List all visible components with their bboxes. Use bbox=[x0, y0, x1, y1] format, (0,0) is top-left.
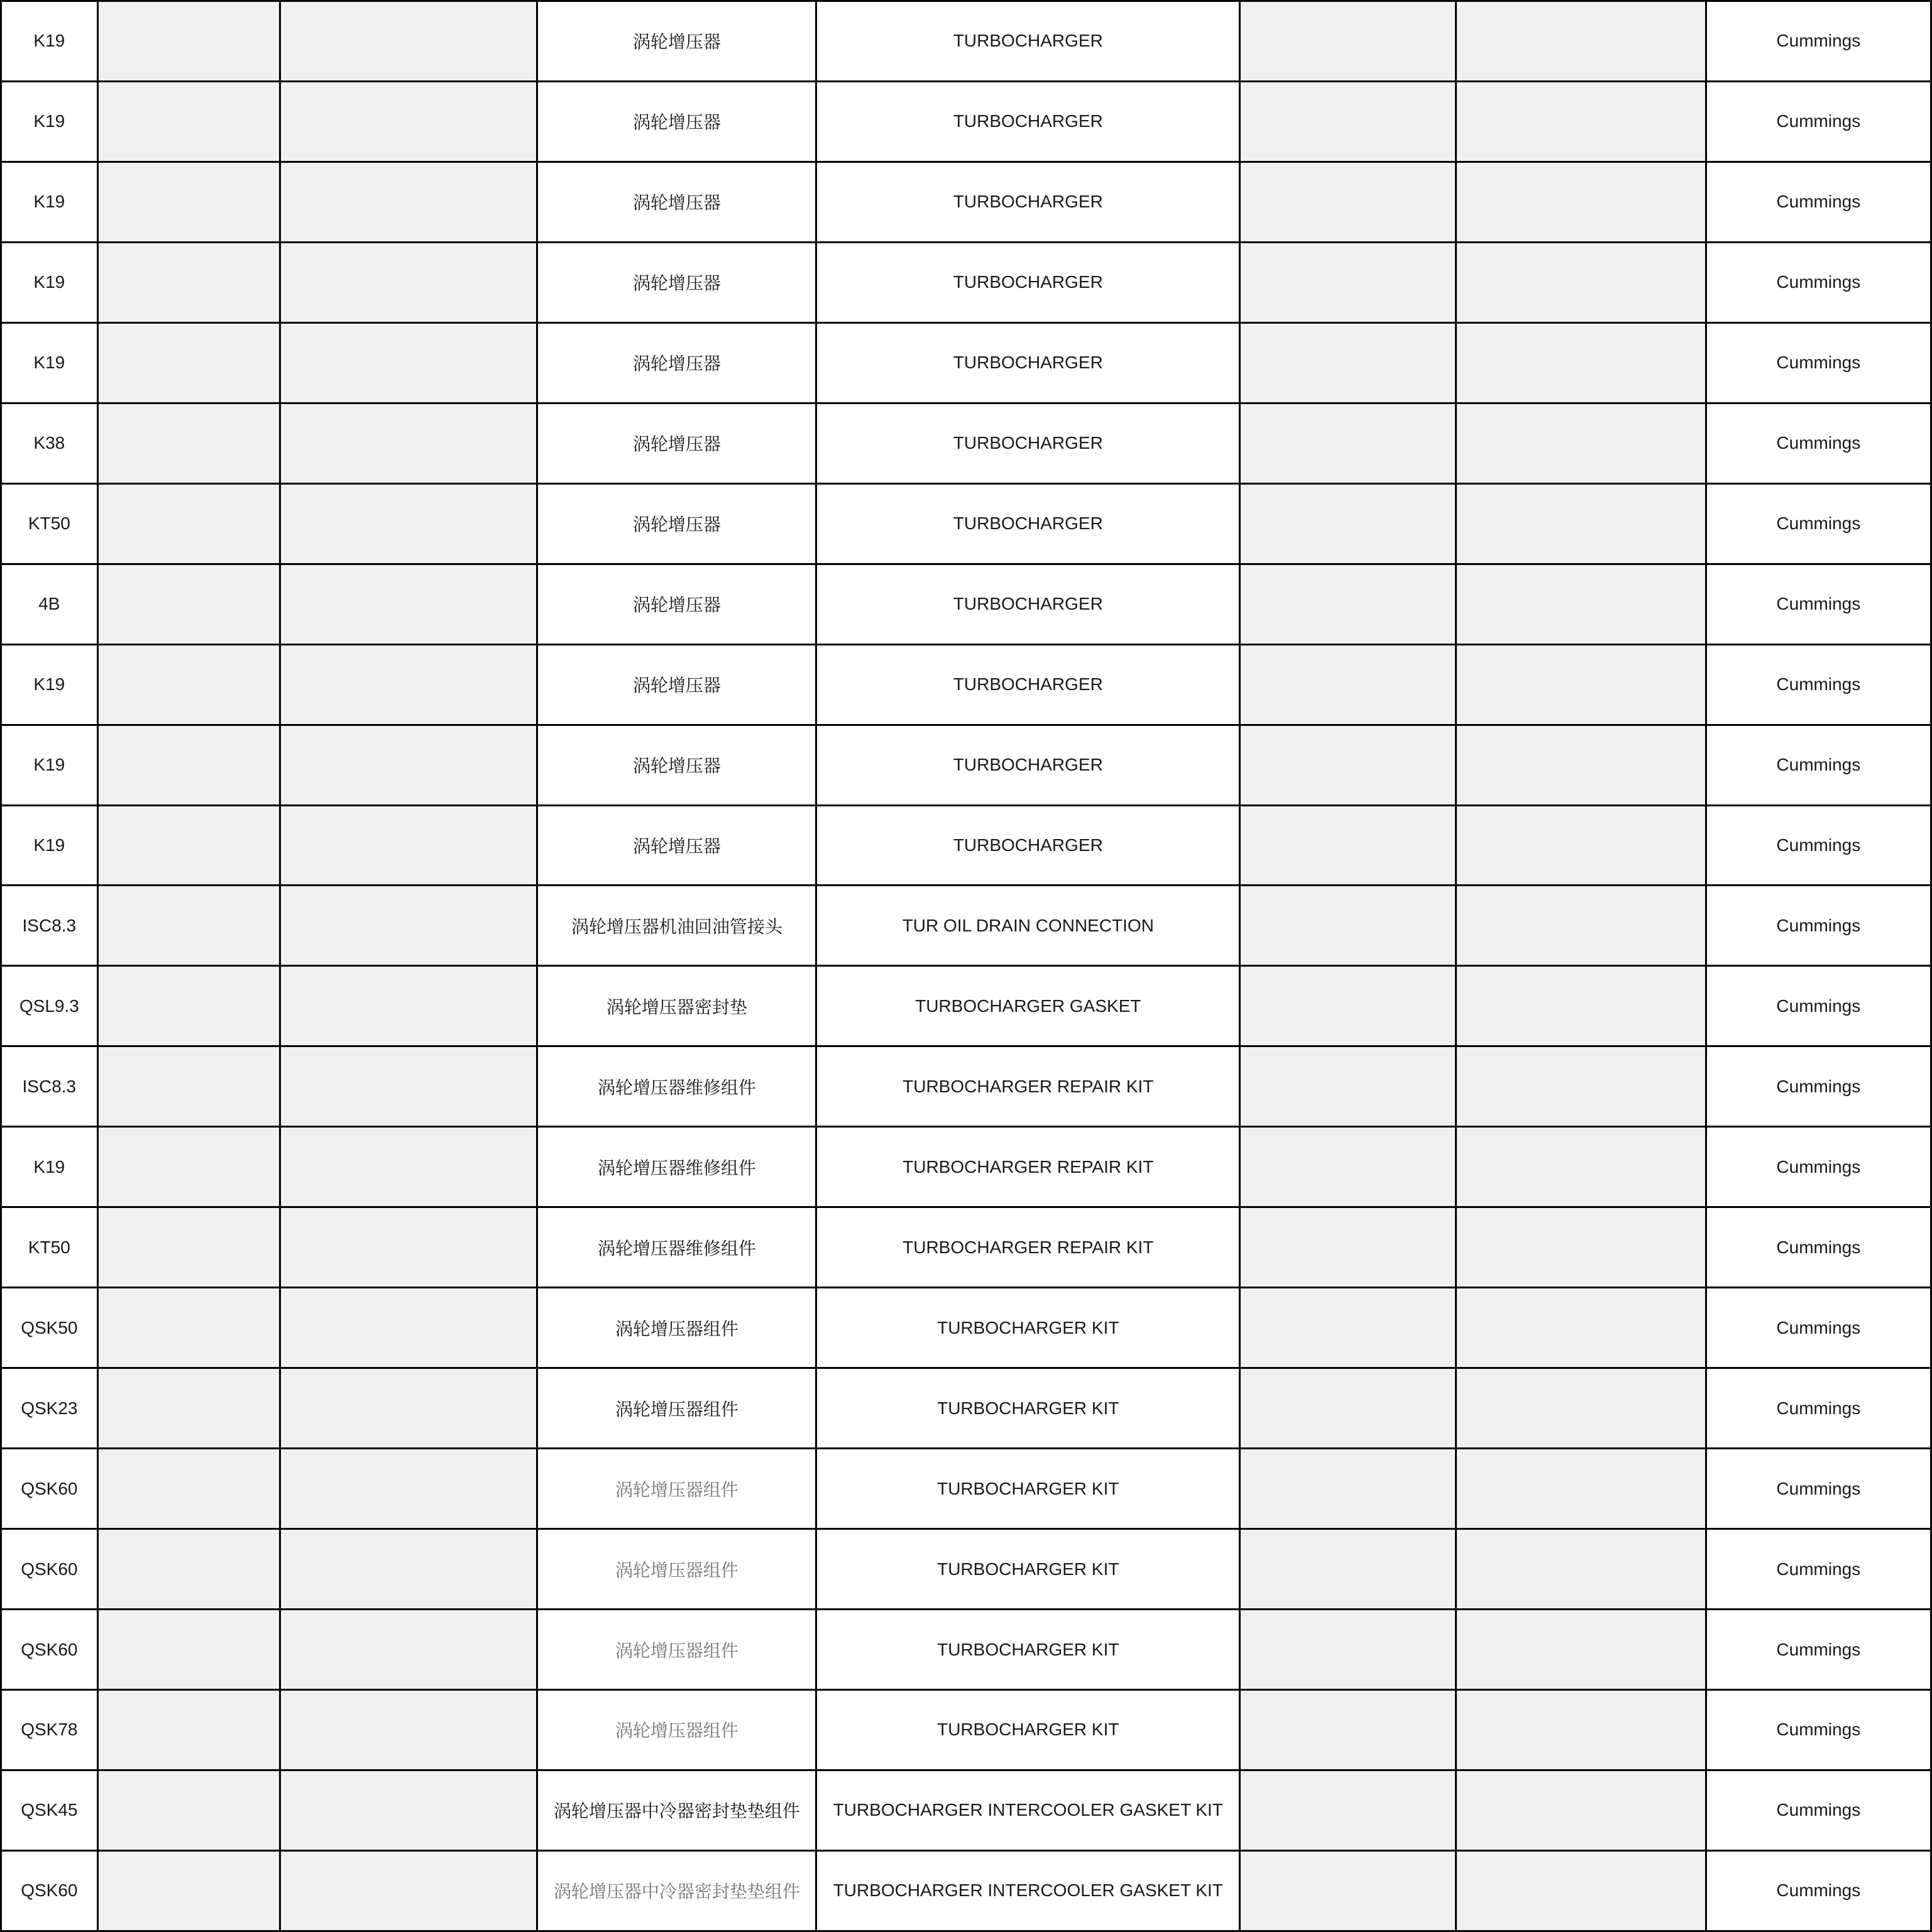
cell-blank bbox=[1457, 163, 1706, 241]
cell-blank bbox=[1241, 565, 1457, 644]
cell-blank bbox=[281, 1369, 538, 1447]
cell-blank bbox=[1241, 243, 1457, 322]
table-row bbox=[2, 1449, 1930, 1530]
cell-blank bbox=[99, 485, 281, 563]
table-row bbox=[2, 1208, 1930, 1288]
cell-part-name-en: TURBOCHARGER INTERCOOLER GASKET KIT bbox=[817, 1771, 1241, 1850]
cell-engine-model: K19 bbox=[2, 82, 99, 161]
cell-engine-model: ISC8.3 bbox=[2, 886, 99, 965]
table-row bbox=[2, 1771, 1930, 1852]
cell-part-name-en: TURBOCHARGER KIT bbox=[817, 1691, 1241, 1769]
table-row bbox=[2, 967, 1930, 1047]
cell-part-name-en: TURBOCHARGER REPAIR KIT bbox=[817, 1047, 1241, 1126]
cell-brand: Cummings bbox=[1707, 645, 1930, 724]
cell-blank bbox=[99, 404, 281, 483]
cell-blank bbox=[1457, 565, 1706, 644]
cell-engine-model: QSK60 bbox=[2, 1852, 99, 1930]
cell-blank bbox=[1241, 1610, 1457, 1689]
cell-blank bbox=[1241, 82, 1457, 161]
cell-blank bbox=[1457, 1128, 1706, 1206]
cell-part-name-cn: 涡轮增压器组件 bbox=[538, 1691, 817, 1769]
cell-blank bbox=[99, 1449, 281, 1528]
cell-part-name-en: TURBOCHARGER bbox=[817, 485, 1241, 563]
table-row bbox=[2, 806, 1930, 887]
table-row bbox=[2, 1610, 1930, 1691]
cell-blank bbox=[99, 645, 281, 724]
cell-engine-model: QSL9.3 bbox=[2, 967, 99, 1045]
cell-blank bbox=[1241, 163, 1457, 241]
cell-engine-model: KT50 bbox=[2, 1208, 99, 1287]
cell-blank bbox=[281, 324, 538, 402]
cell-blank bbox=[99, 1771, 281, 1850]
cell-engine-model: K19 bbox=[2, 726, 99, 804]
cell-part-name-cn: 涡轮增压器中冷器密封垫垫组件 bbox=[538, 1852, 817, 1930]
cell-part-name-cn: 涡轮增压器组件 bbox=[538, 1610, 817, 1689]
cell-blank bbox=[99, 1852, 281, 1930]
cell-blank bbox=[281, 2, 538, 80]
cell-part-name-cn: 涡轮增压器 bbox=[538, 726, 817, 804]
cell-part-name-cn: 涡轮增压器 bbox=[538, 485, 817, 563]
cell-blank bbox=[1241, 1288, 1457, 1367]
cell-blank bbox=[281, 886, 538, 965]
cell-part-name-cn: 涡轮增压器 bbox=[538, 565, 817, 644]
cell-blank bbox=[281, 1852, 538, 1930]
table-row bbox=[2, 1691, 1930, 1771]
cell-blank bbox=[281, 1610, 538, 1689]
cell-part-name-en: TURBOCHARGER INTERCOOLER GASKET KIT bbox=[817, 1852, 1241, 1930]
cell-engine-model: QSK23 bbox=[2, 1369, 99, 1447]
cell-blank bbox=[99, 1047, 281, 1126]
cell-part-name-cn: 涡轮增压器 bbox=[538, 806, 817, 885]
cell-part-name-en: TURBOCHARGER GASKET bbox=[817, 967, 1241, 1045]
cell-part-name-cn: 涡轮增压器维修组件 bbox=[538, 1208, 817, 1287]
cell-blank bbox=[1457, 645, 1706, 724]
cell-engine-model: K19 bbox=[2, 2, 99, 80]
cell-blank bbox=[1457, 1208, 1706, 1287]
cell-blank bbox=[281, 404, 538, 483]
cell-blank bbox=[99, 82, 281, 161]
cell-blank bbox=[1241, 1369, 1457, 1447]
cell-engine-model: K19 bbox=[2, 645, 99, 724]
cell-blank bbox=[281, 726, 538, 804]
cell-part-name-cn: 涡轮增压器组件 bbox=[538, 1369, 817, 1447]
cell-brand: Cummings bbox=[1707, 1369, 1930, 1447]
cell-blank bbox=[99, 726, 281, 804]
cell-part-name-en: TURBOCHARGER bbox=[817, 2, 1241, 80]
cell-blank bbox=[1457, 1771, 1706, 1850]
table-row bbox=[2, 645, 1930, 726]
cell-brand: Cummings bbox=[1707, 1530, 1930, 1608]
cell-part-name-en: TUR OIL DRAIN CONNECTION bbox=[817, 886, 1241, 965]
cell-engine-model: K19 bbox=[2, 806, 99, 885]
cell-brand: Cummings bbox=[1707, 1288, 1930, 1367]
cell-brand: Cummings bbox=[1707, 1047, 1930, 1126]
cell-part-name-cn: 涡轮增压器机油回油管接头 bbox=[538, 886, 817, 965]
cell-part-name-en: TURBOCHARGER bbox=[817, 645, 1241, 724]
cell-blank bbox=[281, 485, 538, 563]
cell-blank bbox=[1457, 324, 1706, 402]
cell-blank bbox=[1457, 404, 1706, 483]
cell-blank bbox=[1457, 1610, 1706, 1689]
cell-part-name-cn: 涡轮增压器 bbox=[538, 163, 817, 241]
cell-brand: Cummings bbox=[1707, 324, 1930, 402]
cell-part-name-en: TURBOCHARGER bbox=[817, 565, 1241, 644]
cell-blank bbox=[1241, 1128, 1457, 1206]
table-row bbox=[2, 565, 1930, 645]
cell-brand: Cummings bbox=[1707, 565, 1930, 644]
cell-brand: Cummings bbox=[1707, 886, 1930, 965]
cell-engine-model: QSK60 bbox=[2, 1530, 99, 1608]
cell-blank bbox=[1457, 886, 1706, 965]
cell-brand: Cummings bbox=[1707, 726, 1930, 804]
cell-part-name-cn: 涡轮增压器 bbox=[538, 324, 817, 402]
cell-blank bbox=[1457, 1288, 1706, 1367]
cell-blank bbox=[281, 82, 538, 161]
cell-blank bbox=[281, 1691, 538, 1769]
cell-blank bbox=[281, 243, 538, 322]
cell-engine-model: KT50 bbox=[2, 485, 99, 563]
cell-blank bbox=[99, 1530, 281, 1608]
cell-part-name-cn: 涡轮增压器中冷器密封垫垫组件 bbox=[538, 1771, 817, 1850]
table-row bbox=[2, 1047, 1930, 1128]
cell-blank bbox=[281, 645, 538, 724]
cell-blank bbox=[1457, 1369, 1706, 1447]
cell-engine-model: K38 bbox=[2, 404, 99, 483]
cell-engine-model: QSK60 bbox=[2, 1449, 99, 1528]
cell-part-name-cn: 涡轮增压器组件 bbox=[538, 1449, 817, 1528]
cell-engine-model: QSK50 bbox=[2, 1288, 99, 1367]
cell-brand: Cummings bbox=[1707, 1691, 1930, 1769]
cell-blank bbox=[1241, 1530, 1457, 1608]
cell-engine-model: K19 bbox=[2, 243, 99, 322]
cell-blank bbox=[99, 1288, 281, 1367]
cell-part-name-cn: 涡轮增压器组件 bbox=[538, 1530, 817, 1608]
cell-brand: Cummings bbox=[1707, 485, 1930, 563]
cell-blank bbox=[1457, 726, 1706, 804]
cell-blank bbox=[1241, 886, 1457, 965]
cell-part-name-en: TURBOCHARGER bbox=[817, 404, 1241, 483]
cell-blank bbox=[99, 1208, 281, 1287]
cell-engine-model: QSK45 bbox=[2, 1771, 99, 1850]
cell-brand: Cummings bbox=[1707, 82, 1930, 161]
cell-blank bbox=[281, 565, 538, 644]
table-row bbox=[2, 1369, 1930, 1449]
cell-part-name-cn: 涡轮增压器维修组件 bbox=[538, 1128, 817, 1206]
cell-part-name-cn: 涡轮增压器密封垫 bbox=[538, 967, 817, 1045]
cell-part-name-en: TURBOCHARGER bbox=[817, 163, 1241, 241]
cell-blank bbox=[281, 1771, 538, 1850]
cell-blank bbox=[99, 324, 281, 402]
cell-blank bbox=[1457, 806, 1706, 885]
cell-blank bbox=[1241, 967, 1457, 1045]
cell-blank bbox=[1241, 2, 1457, 80]
cell-blank bbox=[281, 1208, 538, 1287]
cell-part-name-en: TURBOCHARGER KIT bbox=[817, 1530, 1241, 1608]
cell-blank bbox=[1241, 1047, 1457, 1126]
cell-part-name-en: TURBOCHARGER bbox=[817, 243, 1241, 322]
cell-blank bbox=[99, 1369, 281, 1447]
cell-part-name-en: TURBOCHARGER REPAIR KIT bbox=[817, 1208, 1241, 1287]
cell-blank bbox=[281, 1288, 538, 1367]
cell-blank bbox=[1241, 324, 1457, 402]
cell-part-name-en: TURBOCHARGER KIT bbox=[817, 1449, 1241, 1528]
cell-blank bbox=[99, 806, 281, 885]
cell-part-name-en: TURBOCHARGER bbox=[817, 324, 1241, 402]
cell-blank bbox=[281, 163, 538, 241]
cell-brand: Cummings bbox=[1707, 1771, 1930, 1850]
cell-engine-model: K19 bbox=[2, 163, 99, 241]
cell-brand: Cummings bbox=[1707, 1208, 1930, 1287]
cell-part-name-cn: 涡轮增压器 bbox=[538, 404, 817, 483]
cell-blank bbox=[281, 1530, 538, 1608]
table-row bbox=[2, 485, 1930, 565]
cell-blank bbox=[1241, 645, 1457, 724]
cell-blank bbox=[99, 1128, 281, 1206]
cell-blank bbox=[99, 2, 281, 80]
cell-engine-model: QSK78 bbox=[2, 1691, 99, 1769]
table-row bbox=[2, 1128, 1930, 1208]
table-row bbox=[2, 1852, 1930, 1930]
cell-blank bbox=[1457, 485, 1706, 563]
cell-brand: Cummings bbox=[1707, 2, 1930, 80]
cell-blank bbox=[99, 565, 281, 644]
cell-engine-model: ISC8.3 bbox=[2, 1047, 99, 1126]
cell-part-name-en: TURBOCHARGER bbox=[817, 806, 1241, 885]
cell-part-name-cn: 涡轮增压器 bbox=[538, 645, 817, 724]
table-row bbox=[2, 243, 1930, 324]
cell-part-name-en: TURBOCHARGER KIT bbox=[817, 1288, 1241, 1367]
cell-blank bbox=[1241, 1771, 1457, 1850]
cell-blank bbox=[1241, 1449, 1457, 1528]
cell-brand: Cummings bbox=[1707, 163, 1930, 241]
table-row bbox=[2, 1288, 1930, 1369]
cell-brand: Cummings bbox=[1707, 967, 1930, 1045]
cell-part-name-en: TURBOCHARGER bbox=[817, 82, 1241, 161]
cell-part-name-en: TURBOCHARGER KIT bbox=[817, 1610, 1241, 1689]
cell-part-name-en: TURBOCHARGER REPAIR KIT bbox=[817, 1128, 1241, 1206]
cell-part-name-cn: 涡轮增压器 bbox=[538, 243, 817, 322]
table-row bbox=[2, 82, 1930, 163]
cell-brand: Cummings bbox=[1707, 806, 1930, 885]
cell-part-name-cn: 涡轮增压器组件 bbox=[538, 1288, 817, 1367]
cell-blank bbox=[99, 886, 281, 965]
cell-blank bbox=[1457, 2, 1706, 80]
cell-blank bbox=[99, 243, 281, 322]
cell-blank bbox=[1457, 967, 1706, 1045]
cell-engine-model: K19 bbox=[2, 324, 99, 402]
cell-part-name-en: TURBOCHARGER KIT bbox=[817, 1369, 1241, 1447]
cell-blank bbox=[99, 1610, 281, 1689]
cell-brand: Cummings bbox=[1707, 243, 1930, 322]
cell-blank bbox=[1457, 82, 1706, 161]
cell-blank bbox=[281, 806, 538, 885]
table-row bbox=[2, 886, 1930, 967]
cell-blank bbox=[1457, 1852, 1706, 1930]
cell-brand: Cummings bbox=[1707, 1852, 1930, 1930]
cell-blank bbox=[1457, 1047, 1706, 1126]
cell-blank bbox=[281, 967, 538, 1045]
cell-blank bbox=[1241, 404, 1457, 483]
table-row bbox=[2, 1530, 1930, 1610]
table-row bbox=[2, 324, 1930, 404]
cell-blank bbox=[1457, 1691, 1706, 1769]
cell-brand: Cummings bbox=[1707, 1128, 1930, 1206]
cell-engine-model: K19 bbox=[2, 1128, 99, 1206]
table-row bbox=[2, 163, 1930, 243]
cell-blank bbox=[99, 163, 281, 241]
cell-brand: Cummings bbox=[1707, 1610, 1930, 1689]
cell-part-name-cn: 涡轮增压器 bbox=[538, 82, 817, 161]
cell-blank bbox=[99, 1691, 281, 1769]
cell-part-name-cn: 涡轮增压器维修组件 bbox=[538, 1047, 817, 1126]
cell-blank bbox=[1241, 726, 1457, 804]
table-row bbox=[2, 726, 1930, 806]
cell-engine-model: QSK60 bbox=[2, 1610, 99, 1689]
cell-part-name-en: TURBOCHARGER bbox=[817, 726, 1241, 804]
cell-blank bbox=[1241, 1208, 1457, 1287]
cell-blank bbox=[281, 1449, 538, 1528]
cell-blank bbox=[1241, 485, 1457, 563]
table-row bbox=[2, 2, 1930, 82]
cell-blank bbox=[1241, 806, 1457, 885]
cell-blank bbox=[1241, 1852, 1457, 1930]
cell-part-name-cn: 涡轮增压器 bbox=[538, 2, 817, 80]
cell-blank bbox=[281, 1047, 538, 1126]
cell-brand: Cummings bbox=[1707, 404, 1930, 483]
cell-blank bbox=[281, 1128, 538, 1206]
cell-blank bbox=[99, 967, 281, 1045]
cell-engine-model: 4B bbox=[2, 565, 99, 644]
cell-blank bbox=[1457, 1449, 1706, 1528]
cell-blank bbox=[1457, 243, 1706, 322]
cell-brand: Cummings bbox=[1707, 1449, 1930, 1528]
cell-blank bbox=[1241, 1691, 1457, 1769]
cell-blank bbox=[1457, 1530, 1706, 1608]
table-row bbox=[2, 404, 1930, 485]
